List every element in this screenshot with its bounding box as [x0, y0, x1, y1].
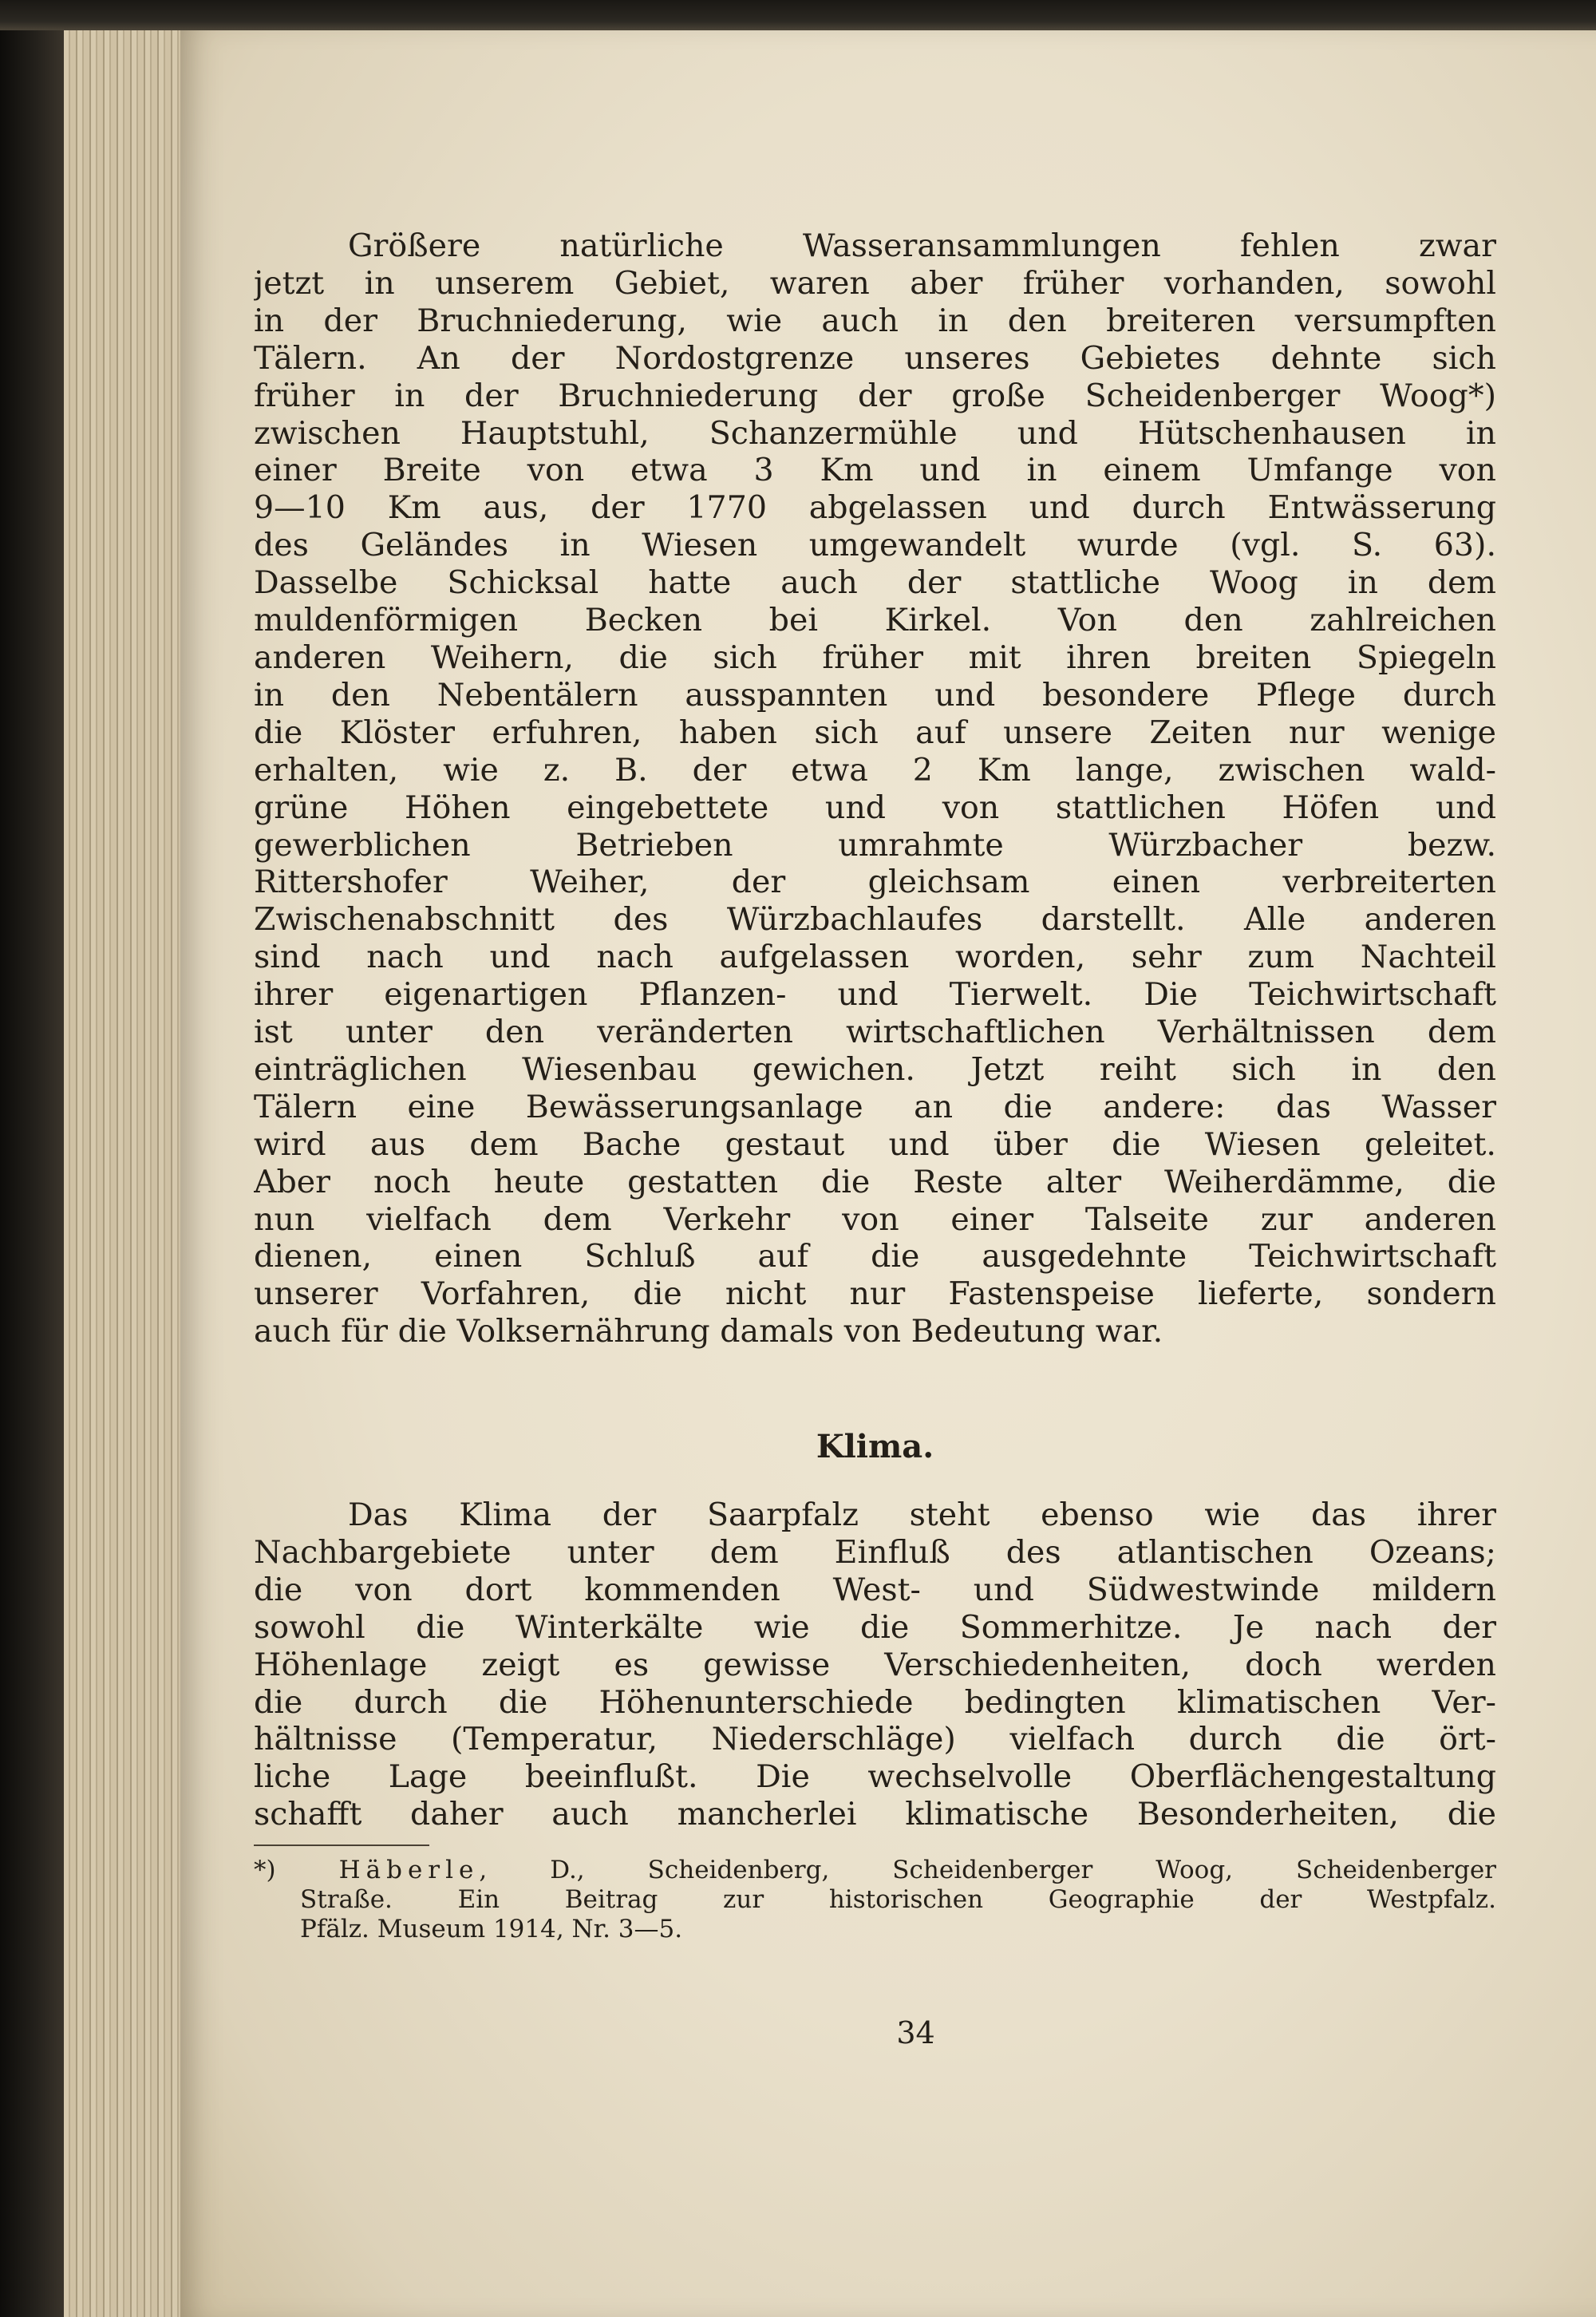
footnote-separator [254, 1845, 429, 1846]
text-line: in den Nebentälern ausspannten und besondere Pflege durch [254, 676, 1496, 714]
text-line: Rittershofer Weiher, der gleichsam einen verbreiterten [254, 864, 1496, 901]
text-line: ist unter den veränderten wirtschaftlichen Verhältnissen dem [254, 1014, 1496, 1051]
text-line: einer Breite von etwa 3 Km und in einem Umfange von [254, 452, 1496, 489]
text-line: einträglichen Wiesenbau gewichen. Jetzt reiht sich in den [254, 1050, 1496, 1088]
text-line: jetzt in unserem Gebiet, waren aber früher vorhanden, sowohl [254, 264, 1496, 302]
text-line: gewerblichen Betrieben umrahmte Würzbacher bezw. [254, 826, 1496, 864]
paragraph-climate [254, 1497, 1496, 1833]
section-heading-klima: Klima. [816, 1428, 934, 1465]
text-line: anderen Weihern, die sich früher mit ihren breiten Spiegeln [254, 639, 1496, 676]
book-cover-edge [0, 0, 64, 2317]
text-line: Größere natürliche Wasseransammlungen fehlen zwar [348, 227, 1496, 264]
text-line: früher in der Bruchniederung der große Scheidenberger Woog*) [254, 377, 1496, 414]
text-line: des Geländes in Wiesen umgewandelt wurde (vgl. S. 63). [254, 527, 1496, 564]
footnote-citation: , D., Scheidenberg, Scheidenberger Woog, Scheidenberger [479, 1856, 1496, 1884]
text-line: Höhenlage zeigt es gewisse Verschiedenheiten, doch werden [254, 1646, 1496, 1683]
footnote-line: Straße. Ein Beitrag zur historischen Geographie der Westpfalz. [300, 1885, 1496, 1914]
footnote-line: Pfälz. Museum 1914, Nr. 3—5. [300, 1915, 683, 1943]
footnote-marker: *) [254, 1856, 276, 1884]
page-number-value: 34 [896, 2015, 935, 2050]
text-line: sind nach und nach aufgelassen worden, sehr zum Nachteil [254, 939, 1496, 976]
text-line: liche Lage beeinflußt. Die wechselvolle Oberflächengestaltung [254, 1758, 1496, 1796]
text-line: in der Bruchniederung, wie auch in den breiteren versumpften [254, 302, 1496, 339]
page-stack-edges [64, 30, 184, 2317]
text-line: Zwischenabschnitt des Würzbachlaufes darstellt. Alle anderen [254, 901, 1496, 939]
text-line: 9—10 Km aus, der 1770 abgelassen und durch Entwässerung [254, 489, 1496, 527]
book-top-edge [0, 0, 1596, 30]
text-line: Tälern. An der Nordostgrenze unseres Gebietes dehnte sich [254, 339, 1496, 377]
text-line: grüne Höhen eingebettete und von stattlichen Höfen und [254, 789, 1496, 826]
text-line: Aber noch heute gestatten die Reste alter Weiherdämme, die [254, 1163, 1496, 1200]
text-line: die von dort kommenden West- und Südwestwinde mildern [254, 1571, 1496, 1608]
text-line: die Klöster erfuhren, haben sich auf unsere Zeiten nur wenige [254, 714, 1496, 751]
text-line: Das Klima der Saarpfalz steht ebenso wie das ihrer [348, 1497, 1496, 1533]
page-text [254, 227, 1496, 2050]
footnote [254, 1856, 1496, 1944]
text-line: muldenförmigen Becken bei Kirkel. Von den zahlreichen [254, 602, 1496, 639]
text-line: nun vielfach dem Verkehr von einer Talseite zur anderen [254, 1200, 1496, 1238]
footnote-line [254, 1856, 1496, 1885]
text-line: Nachbargebiete unter dem Einfluß des atlantischen Ozeans; [254, 1533, 1496, 1571]
text-line: unserer Vorfahren, die nicht nur Fastenspeise lieferte, sondern [254, 1275, 1496, 1313]
page-number [254, 2015, 1497, 2050]
text-line: die durch die Höhenunterschiede bedingten klimatischen Ver- [254, 1683, 1496, 1721]
text-line: zwischen Hauptstuhl, Schanzermühle und Hütschenhausen in [254, 414, 1496, 452]
text-line: wird aus dem Bache gestaut und über die Wiesen geleitet. [254, 1125, 1496, 1163]
text-line: Dasselbe Schicksal hatte auch der stattliche Woog in dem [254, 564, 1496, 602]
text-line: dienen, einen Schluß auf die ausgedehnte Teichwirtschaft [254, 1238, 1496, 1275]
text-line: schafft daher auch mancherlei klimatische Besonderheiten, die [254, 1796, 1496, 1833]
footnote-author: Häberle [338, 1856, 480, 1884]
text-line: Tälern eine Bewässerungsanlage an die andere: das Wasser [254, 1088, 1496, 1125]
text-line: erhalten, wie z. B. der etwa 2 Km lange, zwischen wald- [254, 751, 1496, 789]
text-line: sowohl die Winterkälte wie die Sommerhitze. Je nach der [254, 1608, 1496, 1646]
text-line: hältnisse (Temperatur, Niederschläge) vielfach durch die ört- [254, 1721, 1496, 1758]
text-line: auch für die Volksernährung damals von Bedeutung war. [254, 1313, 1163, 1350]
text-line: ihrer eigenartigen Pflanzen- und Tierwelt. Die Teichwirtschaft [254, 976, 1496, 1014]
paragraph-water-bodies [254, 227, 1496, 1350]
